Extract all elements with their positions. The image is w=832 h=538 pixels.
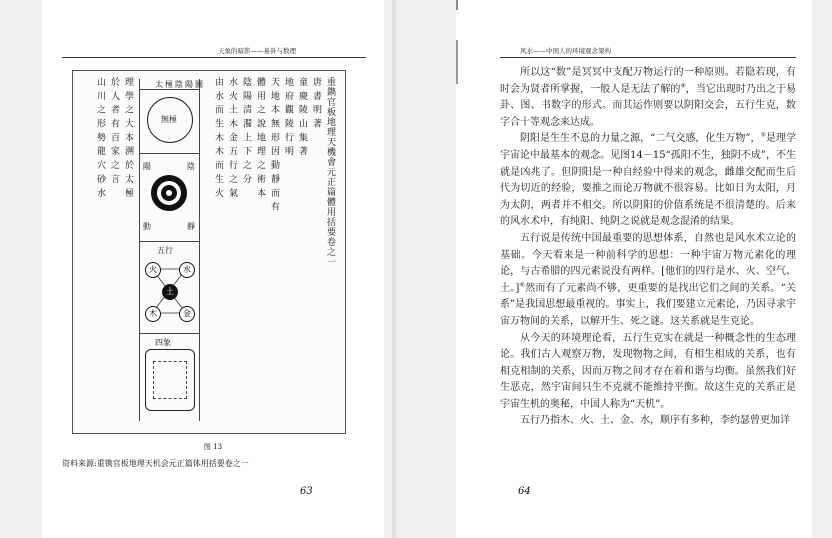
taiji-jing-label: 靜 [187, 222, 195, 231]
taiji-yin-label: 陰 [187, 162, 195, 171]
paragraph: 五行乃指木、火、土、金、水，顺序有多种，李约瑟曾更加详 [520, 415, 790, 427]
metal-circle: 金 [179, 306, 195, 322]
diagram-rule [140, 241, 199, 242]
paragraph: 阴阳是生生不息的力量之源，“二气交感，化生万物”，⑤是理学宇宙论中最基本的观念。见图14－15“孤阳不生，独阴不成”，不生就是凶兆了。但阴阳是一种自经验中得来的观念，雌雄交配而生后代为切近的经验，要推之而论万物就不很容易。比如日为太阳，月为太阴，两者并不相交。所以阴阳的价值系统是不很清楚的。后来的风水术中，有纯阳、纯阴之说就是观念混淆的结果。 [500, 132, 796, 228]
figure-text-column: 重鐫官板地理天機會元正篇體用括要卷之一 [325, 77, 335, 267]
right-header-rule [500, 57, 796, 58]
footnote-ref[interactable]: ⑥ [519, 281, 526, 289]
paragraph: 五行说是传统中国最重要的思想体系，自然也是风水术立论的基础。今天看来是一种前科学的思想：一种宇宙万物元素化的理论，与古希腊的四元素说没有两样。[他们的四行是水、火、空气、土。]⑥然而有了元素尚不够，更重要的是找出它们之间的关系。“关系”是我国思想最重视的。事实上，我们要建立元素论，乃因寻求宇宙万物间的关系，以解开生、死之谜。这关系就是生克论。 [500, 232, 796, 327]
paragraph: 所以这“数”是冥冥中支配万物运行的一种原则。若隐若现，有时会为贤者所掌握，一般人是无法了解的④，当它出现时乃出之于易卦、图、书数字的形式。而其运作则要以阴阳交会，五行生克，数字合十等观念来达成。 [500, 67, 797, 128]
figure-text-column: 陰 陽 清 濁 上 下 之 分 [241, 77, 251, 185]
body-text [500, 65, 796, 430]
wood-circle: 木 [145, 306, 161, 322]
footnote-ref[interactable]: ⑤ [760, 132, 766, 140]
right-running-head: 风水——中国人的环境观念架构 [520, 47, 611, 55]
diagram-title: 太極陰陽圖 [155, 80, 205, 89]
taiji-dong-label: 動 [143, 222, 151, 231]
figure-number: 图 13 [203, 443, 223, 451]
wuji-label: 無極 [161, 115, 177, 124]
figure-text-column: 於 人 者 有 百 家 之 言 [109, 77, 119, 185]
left-running-head: 天象的暗影——易卦与数理 [218, 47, 296, 55]
figure-text-column: 唐 書 明 著 [311, 77, 321, 129]
right-page-number: 64 [518, 486, 531, 497]
figure-divider [139, 79, 140, 421]
taiji-yang-label: 陽 [143, 162, 151, 171]
figure-text-column: 地 府 觀 陵 行 明 [283, 77, 293, 157]
earth-circle: 土 [162, 284, 178, 300]
water-circle: 水 [179, 262, 195, 278]
taiji-center [166, 190, 172, 196]
paragraph: 从今天的环境理论看，五行生克实在就是一种概念性的生态理论。我们古人观察万物，发现物物之间，有相生相成的关系，也有相克相制的关系，因而万物之间才存在着和谐与均衡。虽然我们好生恶克，然宇宙间只生不克就不能维持平衡。故这生克的关系正是宇宙生机的奥秘，中国人称为“天机”。 [500, 332, 796, 410]
wuxing-title: 五行 [157, 246, 173, 255]
figure-text-column: 童 慶 陵 山 集 著 [297, 77, 307, 157]
figure-divider [199, 79, 200, 421]
page-edge-mark [456, 40, 458, 84]
diagram-rule [140, 333, 199, 334]
figure-text-column: 水 火 土 木 金 五 行 之 氣 [227, 77, 237, 198]
fire-circle: 火 [145, 262, 161, 278]
figure-text-column: 體 用 之 說 地 理 之 術 本 [255, 77, 265, 198]
left-page-number: 63 [300, 486, 313, 497]
right-page [456, 0, 812, 538]
diagram-rule [140, 153, 199, 154]
sixiang-inner-box [153, 361, 187, 399]
page-edge-mark [456, 0, 458, 10]
figure-image [72, 70, 346, 434]
footnote-ref[interactable]: ④ [680, 82, 686, 90]
figure-source-caption: 资料来源:重镌官板地理天机会元正篇体用括要卷之一 [62, 459, 249, 468]
figure-text-column: 天 地 本 無 形 因 動 靜 而 有 [269, 77, 279, 212]
left-header-rule [62, 57, 366, 58]
figure-text-column: 山 川 之 形 勢 龍 穴 砂 水 [95, 77, 105, 198]
figure-text-column: 理 學 之 大 本 溯 於 太 極 [123, 77, 133, 198]
page-gap [392, 0, 396, 538]
sixiang-title: 四象 [155, 338, 171, 347]
left-page [42, 0, 384, 538]
figure-text-column: 由 水 而 生 木 木 而 生 火 [213, 77, 223, 198]
